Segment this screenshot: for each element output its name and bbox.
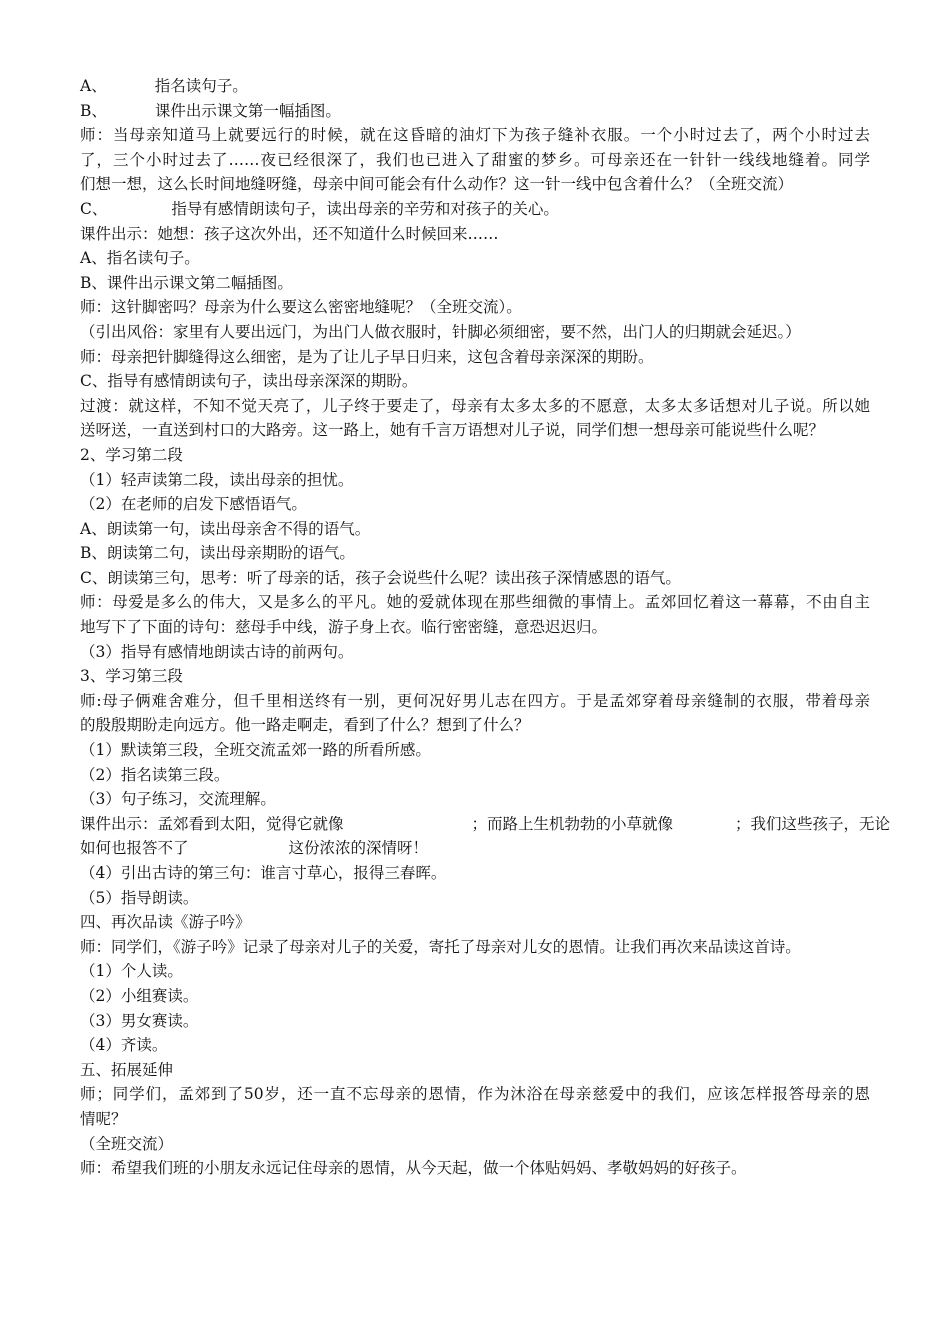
list-item: （3）男女赛读。 xyxy=(80,1011,199,1030)
paragraph-line: 情呢？ xyxy=(80,1109,127,1128)
list-item: （3）句子练习，交流理解。 xyxy=(80,790,276,809)
document-page xyxy=(80,74,891,1181)
item-text: 指导有感情朗读句子，读出母亲的辛劳和对孩子的关心。 xyxy=(171,199,559,218)
fill-in-text: ；我们这些孩子，无论 xyxy=(735,814,891,833)
fill-in-text: 课件出示：孟郊看到太阳，觉得它就像 xyxy=(80,814,344,833)
list-item: A、指名读句子。 xyxy=(80,249,200,268)
section-heading: 2、学习第二段 xyxy=(80,445,183,464)
paragraph-line: 师：母亲把针脚缝得这么细密，是为了让儿子早日归来，这包含着母亲深深的期盼。 xyxy=(80,347,654,366)
paragraph-line: 师：这针脚密吗？母亲为什么要这么密密地缝呢？（全班交流）。 xyxy=(80,298,522,317)
fill-in-line xyxy=(80,812,891,837)
paragraph-line: （全班交流） xyxy=(80,1134,174,1153)
section-heading: 四、再次品读《游子吟》 xyxy=(80,913,251,932)
item-text: 课件出示课文第一幅插图。 xyxy=(154,101,341,120)
paragraph-line: 的殷殷期盼走向远方。他一路走啊走，看到了什么？想到了什么？ xyxy=(80,716,530,735)
list-item: （2）在老师的启发下感悟语气。 xyxy=(80,495,307,514)
paragraph-line: （引出风俗：家里有人要出远门，为出门人做衣服时，针脚必须细密，要不然，出门人的归期就会延迟。） xyxy=(80,322,801,341)
list-item xyxy=(80,197,870,222)
item-marker: C、 xyxy=(80,199,108,218)
list-item: （4）引出古诗的第三句：谁言寸草心，报得三春晖。 xyxy=(80,864,447,882)
fill-in-text: 这份浓浓的深情呀！ xyxy=(288,839,429,858)
list-item: （1）个人读。 xyxy=(80,962,183,981)
paragraph-line: 送呀送，一直送到村口的大路旁。这一路上，她有千言万语想对儿子说，同学们想一想母亲可能说些什么呢？ xyxy=(80,421,825,440)
list-item: （3）指导有感情地朗读古诗的前两句。 xyxy=(80,642,354,661)
list-item: C、指导有感情朗读句子，读出母亲深深的期盼。 xyxy=(80,372,418,391)
fill-in-text: ；而路上生机勃勃的小草就像 xyxy=(471,814,674,833)
paragraph-line: 师:母子俩难舍难分，但千里相送终有一别，更何况好男儿志在四方。于是孟郊穿着母亲缝制的衣服，带着母亲 xyxy=(80,691,870,710)
item-marker: A、 xyxy=(80,77,107,95)
paragraph-line: 师：同学们，《游子吟》记录了母亲对儿子的关爱，寄托了母亲对儿女的恩情。让我们再次来品读这首诗。 xyxy=(80,937,801,956)
paragraph-line: 们想一想，这么长时间地缝呀缝，母亲中间可能会有什么动作？这一针一线中包含着什么？（全班交流） xyxy=(80,175,794,194)
list-item xyxy=(80,99,870,124)
list-item: （2）小组赛读。 xyxy=(80,986,199,1005)
list-item: A、朗读第一句，读出母亲舍不得的语气。 xyxy=(80,519,371,538)
list-item: （4）齐读。 xyxy=(80,1036,168,1055)
list-item: B、课件出示课文第二幅插图。 xyxy=(80,273,293,292)
paragraph-line: 师：母爱是多么的伟大，又是多么的平凡。她的爱就体现在那些细微的事情上。孟郊回忆着这一幕幕，不由自主 xyxy=(80,593,870,612)
paragraph-line: 课件出示：她想：孩子这次外出，还不知道什么时候回来…… xyxy=(80,224,499,243)
list-item: （2）指名读第三段。 xyxy=(80,765,230,784)
paragraph-line: 地写下了下面的诗句：慈母手中线，游子身上衣。临行密密缝，意恐迟迟归。 xyxy=(80,618,608,637)
item-marker: B、 xyxy=(80,101,107,120)
paragraph-line: 师；同学们，孟郊到了50岁，还一直不忘母亲的恩情，作为沐浴在母亲慈爱中的我们，应该怎样报答母亲的恩 xyxy=(80,1085,870,1104)
fill-in-line xyxy=(80,836,870,861)
item-text: 指名读句子。 xyxy=(154,77,248,95)
paragraph-line: 了，三个小时过去了……夜已经很深了，我们也已进入了甜蜜的梦乡。可母亲还在一针针一线线地缝着。同学 xyxy=(80,150,870,169)
section-heading: 五、拓展延伸 xyxy=(80,1060,174,1079)
list-item: （1）默读第三段，全班交流孟郊一路的所看所感。 xyxy=(80,741,431,760)
list-item: B、朗读第二句，读出母亲期盼的语气。 xyxy=(80,544,355,563)
list-item: （5）指导朗读。 xyxy=(80,888,199,907)
list-item xyxy=(80,74,870,99)
list-item: C、朗读第三句，思考：听了母亲的话，孩子会说些什么呢？读出孩子深情感恩的语气。 xyxy=(80,568,681,587)
list-item: （1）轻声读第二段，读出母亲的担忧。 xyxy=(80,470,354,489)
fill-in-text: 如何也报答不了 xyxy=(80,839,189,858)
paragraph-line: 师：希望我们班的小朋友永远记住母亲的恩情，从今天起，做一个体贴妈妈、孝敬妈妈的好孩子。 xyxy=(80,1159,747,1178)
paragraph-line: 过渡：就这样，不知不觉天亮了，儿子终于要走了，母亲有太多太多的不愿意，太多太多话想对儿子说。所以她 xyxy=(80,396,870,415)
paragraph-line: 师：当母亲知道马上就要远行的时候，就在这昏暗的油灯下为孩子缝补衣服。一个小时过去了，两个小时过去 xyxy=(80,126,870,145)
section-heading: 3、学习第三段 xyxy=(80,667,183,686)
